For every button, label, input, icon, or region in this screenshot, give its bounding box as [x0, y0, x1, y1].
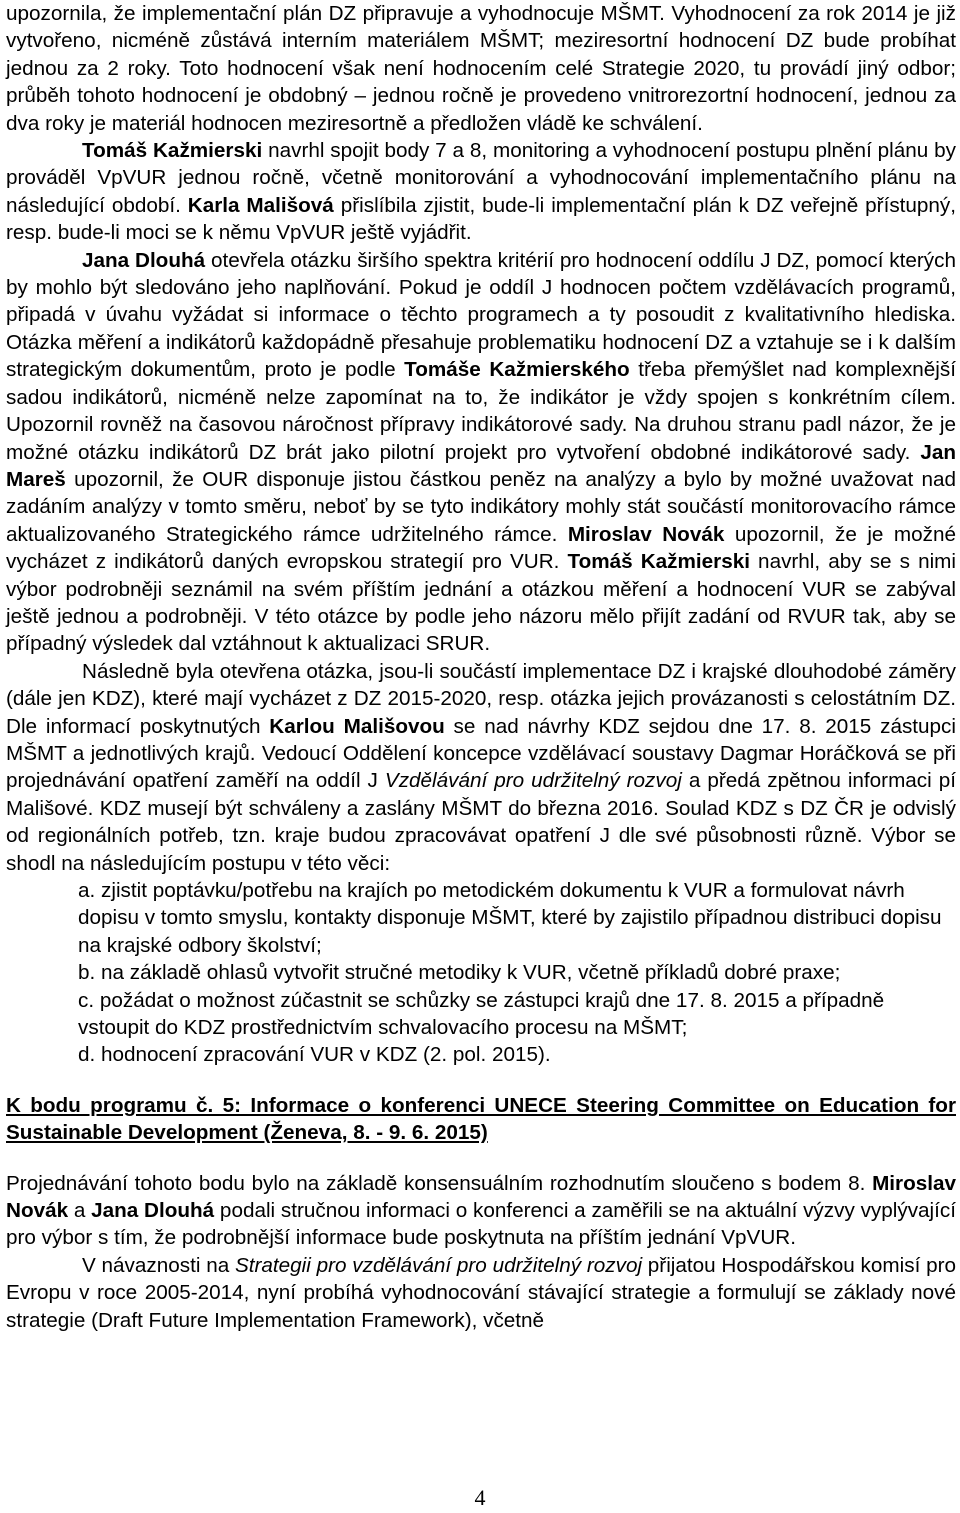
paragraph-text: a předá zpětnou informaci pí Mališové. KDZ musejí být schváleny a zaslány MŠMT do března 2016. Soulad KDZ s DZ ČR je odvislý od regionálních potřeb, tzn. kraje budou zpracovávat opatření J dle své působnosti různě. Výbor se shodl na následujícím postupu v této věci: [6, 769, 956, 875]
list-item: b. na základě ohlasů vytvořit stručné metodiky k VUR, včetně příkladů dobré praxe; [78, 961, 841, 985]
procedure-list [6, 877, 956, 1069]
paragraph-text: navrhl spojit body 7 a 8, monitoring a vyhodnocení postupu plnění plánu by prováděl VpVUR jednou ročně, včetně monitorování a vyhodnocování implementačního plánu na následující období. [6, 139, 956, 217]
italic-title: Strategii pro vzdělávání pro udržitelný rozvoj [234, 1253, 643, 1277]
paragraph-strategy [6, 1252, 956, 1334]
speaker-name: Tomáš Kažmierski [82, 139, 263, 163]
paragraph-text: upozornil, že je možné vycházet z indikátorů daných evropskou strategií pro VUR. [6, 522, 957, 574]
section-heading: K bodu programu č. 5: Informace o konferenci UNECE Steering Committee on Education for Sustainable Development (Ženeva, 8. - 9. 6. 2015) [6, 1093, 956, 1145]
list-item: c. požádat o možnost zúčastnit se schůzky se zástupci krajů dne 17. 8. 2015 a případně vstoupit do KDZ prostřednictvím schvalovacího procesu na MŠMT; [78, 988, 885, 1040]
speaker-name: Jan Mareš [6, 440, 956, 491]
paragraph-text: Následně byla otevřena otázka, jsou-li součástí implementace DZ i krajské dlouhodobé záměry (dále jen KDZ), které mají vycházet z DZ 2015-2020, resp. otázka jejich provázanosti s celostátním DZ. Dle informací poskytnutých [6, 659, 956, 738]
list-item: d. hodnocení zpracování VUR v KDZ (2. pol. 2015). [78, 1043, 551, 1067]
paragraph-text: přijatou Hospodářskou komisí pro Evropu v roce 2005-2014, nyní probíhá vyhodnocování stávající strategie a formulují se základy nové strategie (Draft Future Implementation Framework), včetně [6, 1253, 956, 1332]
paragraph-indicators-discussion [6, 247, 956, 658]
paragraph-text: navrhl, aby se s nimi výbor podrobněji seznámil na svém příštím jednání a otázkou měření a hodnocení VUR se zabýval ještě jednou a podrobněji. V této otázce by podle jeho názoru mělo přijít zadání od RVUR tak, aby se případný výsledek dal vztáhnout k aktualizaci SRUR. [6, 550, 956, 656]
paragraph-text: V návaznosti na [82, 1253, 235, 1277]
document-page [6, 0, 956, 1334]
paragraph-conference [6, 1170, 956, 1252]
list-item: a. zjistit poptávku/potřebu na krajích po metodickém dokumentu k VUR a formulovat návrh dopisu v tomto smyslu, kontakty disponuje MŠMT, které by zajistilo případnou distribuci dopisu na krajské odbory školství; [78, 879, 942, 957]
page-number: 4 [474, 1485, 486, 1510]
italic-title: Vzdělávání pro udržitelný rozvoj [384, 769, 682, 793]
paragraph-text: upozornila, že implementační plán DZ připravuje a vyhodnocuje MŠMT. Vyhodnocení za rok 2014 je již vytvořeno, nicméně zůstává interním materiálem MŠMT; meziresortní hodnocení DZ bude probíhat jednou za 2 roky. Toto hodnocení však není hodnocením celé Strategie 2020, tu provádí jiný odbor; průběh tohoto hodnocení je obdobný – jednou ročně je provedeno vnitrorezortní hodnocení, jednou za dva roky je materiál hodnocen meziresortně a předložen vládě ke schválení. [6, 2, 956, 135]
paragraph-continuation [6, 0, 956, 137]
speaker-name: Karlou Mališovou [269, 714, 445, 738]
paragraph-text: a [68, 1199, 92, 1223]
paragraph-text: upozornil, že OUR disponuje jistou částkou peněz na analýzy a bylo by možné uvažovat nad zadáním analýzy v tomto směru, neboť by se tyto indikátory mohly stát součástí monitorovacího rámce aktualizovaného Strategického rámce udržitelného rámce. [6, 467, 956, 546]
speaker-name: Miroslav Novák [567, 522, 725, 546]
paragraph-kdz [6, 658, 956, 877]
paragraph-text: Projednávání tohoto bodu bylo na základě konsensuálním rozhodnutím sloučeno s bodem 8. [6, 1171, 873, 1195]
speaker-name: Miroslav Novák [6, 1171, 956, 1223]
speaker-name: Jana Dlouhá [91, 1199, 215, 1223]
speaker-name: Tomáš Kažmierski [567, 550, 750, 574]
speaker-name: Karla Mališová [187, 193, 334, 217]
speaker-name: Tomáše Kažmierského [404, 358, 630, 382]
paragraph-text: se nad návrhy KDZ sejdou dne 17. 8. 2015 zástupci MŠMT a jednotlivých krajů. Vedoucí Oddělení koncepce vzdělávací soustavy Dagmar Horáčková se při projednávání opatření zaměří na oddíl J [6, 714, 956, 793]
speaker-name: Jana Dlouhá [82, 248, 206, 272]
paragraph-text: přislíbila zjistit, bude-li implementační plán k DZ veřejně přístupný, resp. bude-li moci se k němu VpVUR ještě vyjádřit. [6, 193, 957, 245]
paragraph-text: otevřela otázku širšího spektra kritérií pro hodnocení oddílu J DZ, pomocí kterých by mohlo být sledováno jeho naplňování. Pokud je oddíl J hodnocen počtem vzdělávacích programů, připadá v úvahu vyžádat si informace o těchto programech a ty posoudit z kvalitativního hlediska. Otázka měření a indikátorů každopádně přesahuje problematiku hodnocení DZ a vztahuje se i k dalším strategickým dokumentům, proto je podle [6, 248, 956, 382]
paragraph-kazmierski-proposal [6, 137, 956, 247]
paragraph-text: podali stručnou informaci o konferenci a zaměřili se na aktuální výzvy vyplývající pro výbor s tím, že podrobnější informace bude poskytnuta na příštím jednání VpVUR. [6, 1199, 956, 1250]
paragraph-text: třeba přemýšlet nad komplexnější sadou indikátorů, nicméně nelze zapomínat na to, že indikátor je vždy spojen s konkrétním cílem. Upozornil rovněž na časovou náročnost přípravy indikátorové sady. Na druhou stranu padl názor, že je možné otázku indikátorů DZ brát jako pilotní projekt pro vytvoření obdobné indikátorové sady. [6, 358, 956, 464]
